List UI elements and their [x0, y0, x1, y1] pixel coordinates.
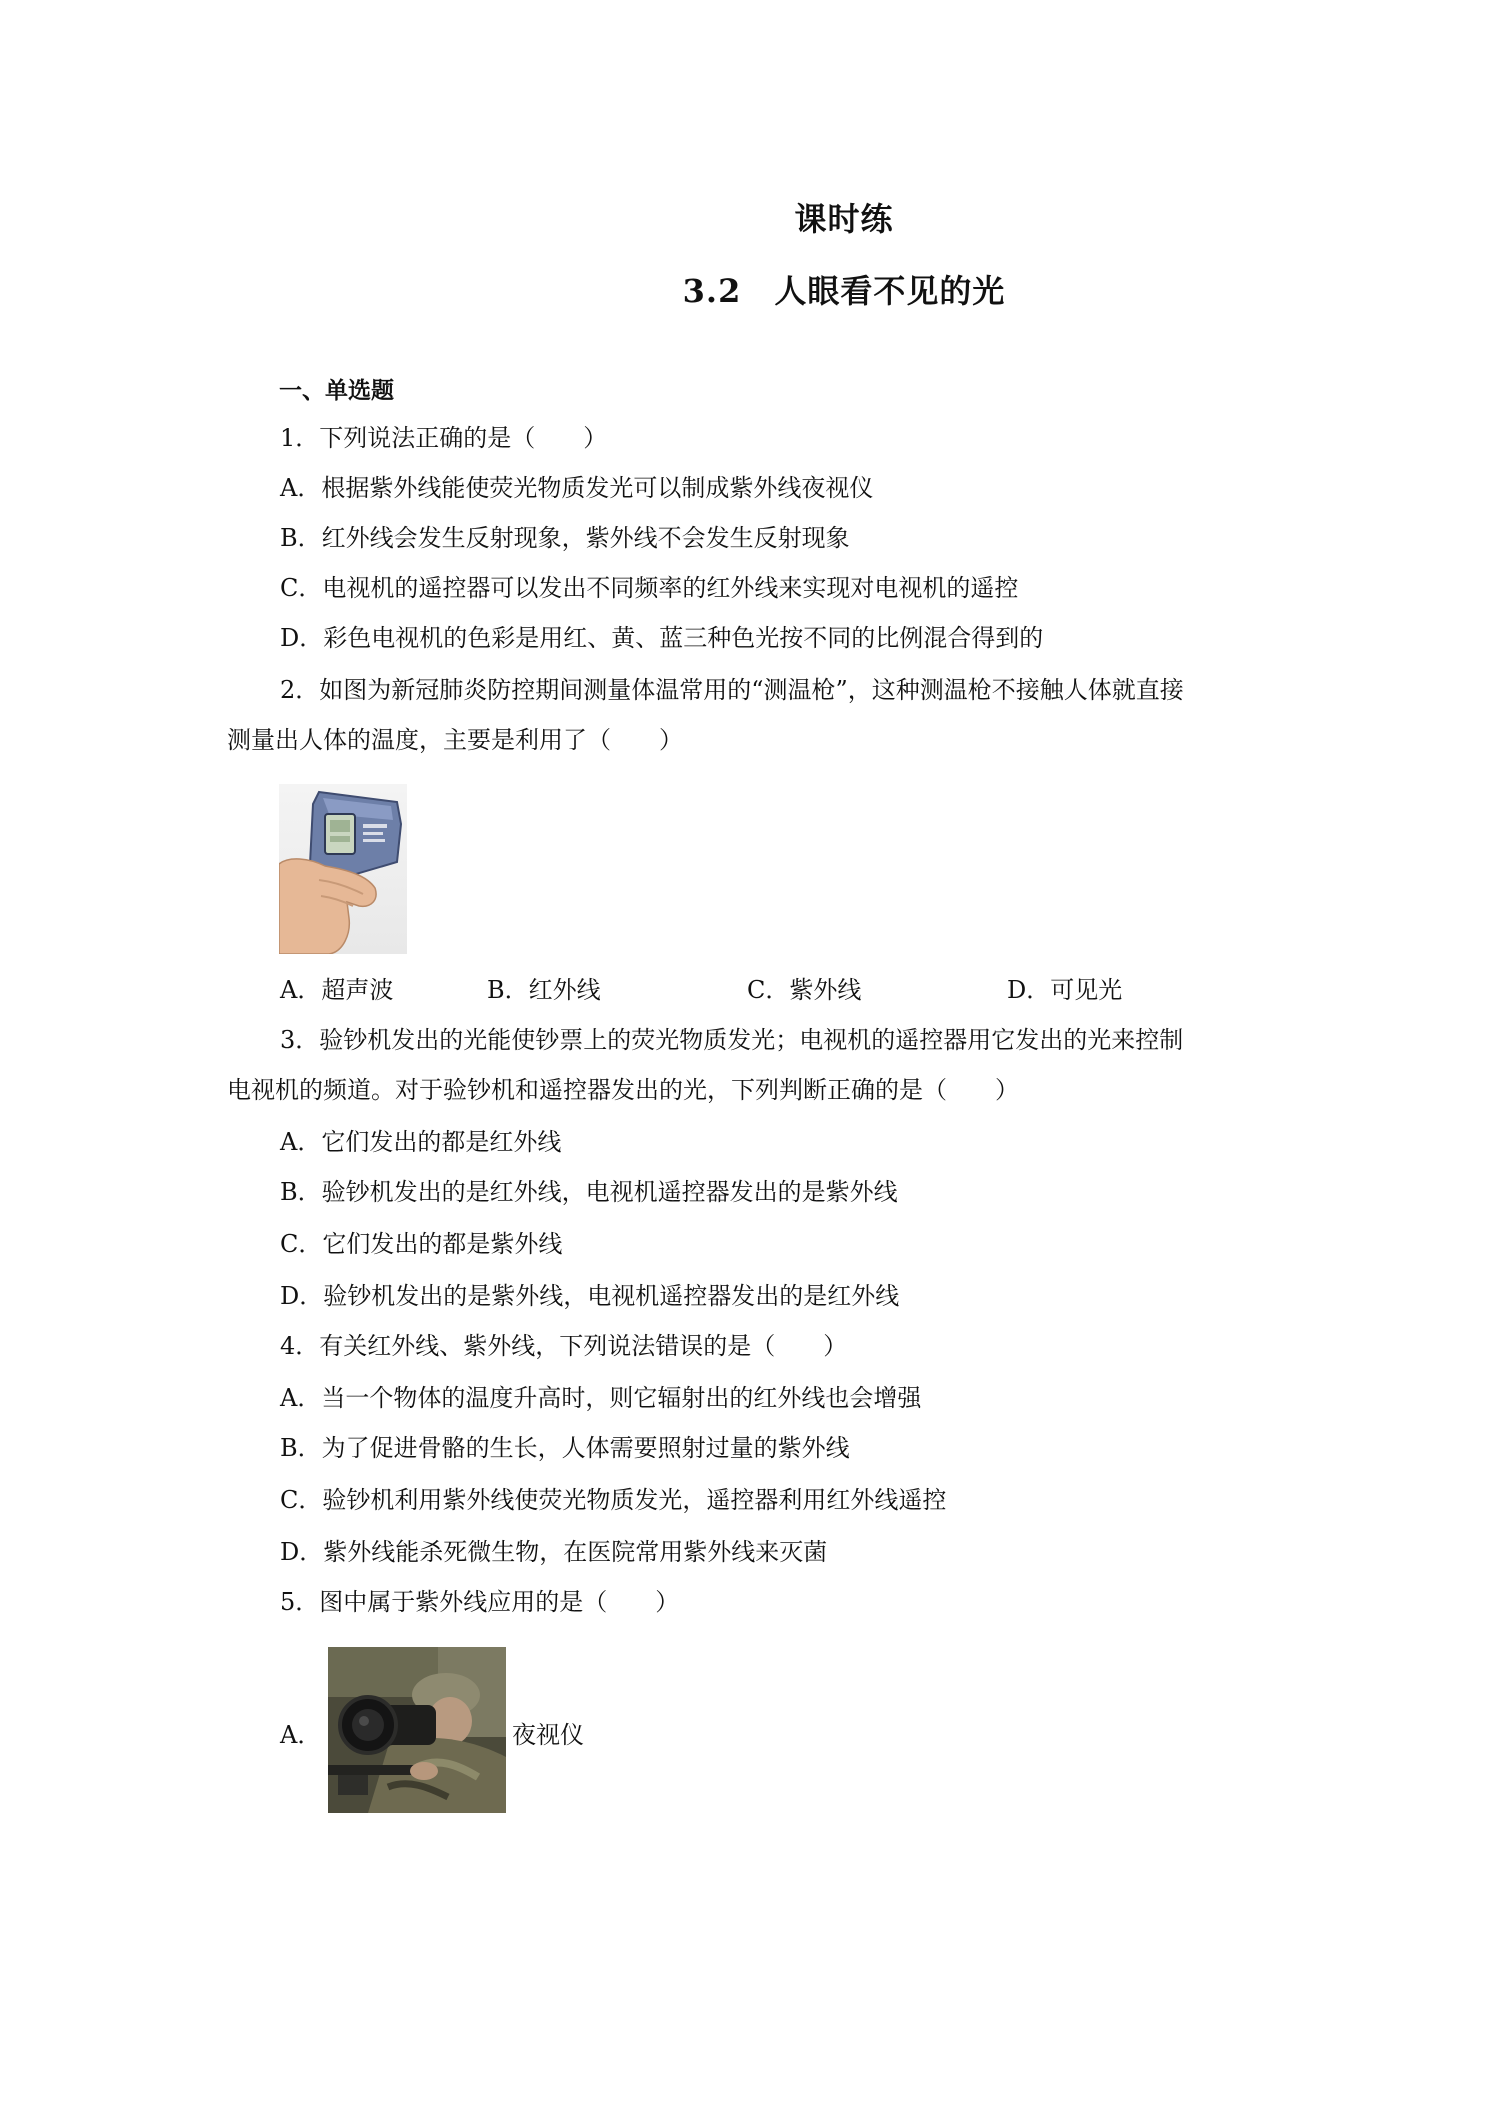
q1-option-b: B．红外线会发生反射现象，紫外线不会发生反射现象 [280, 524, 850, 552]
page-title: 课时练 [794, 200, 894, 238]
q5-option-a-letter: A． [280, 1721, 322, 1749]
q2-stem-line2: 测量出人体的温度，主要是利用了（ ） [227, 726, 683, 754]
q2-option-b: B．红外线 [487, 976, 601, 1004]
q2-option-a: A．超声波 [280, 976, 394, 1004]
night-vision-image [328, 1647, 506, 1813]
q2-option-d: D．可见光 [1007, 976, 1123, 1004]
thermometer-gun-image [279, 784, 407, 954]
q4-option-a: A．当一个物体的温度升高时，则它辐射出的红外线也会增强 [280, 1384, 922, 1412]
section-heading: 一、单选题 [279, 377, 394, 404]
q3-option-a: A．它们发出的都是红外线 [280, 1128, 562, 1156]
q3-option-d: D．验钞机发出的是紫外线，电视机遥控器发出的是红外线 [280, 1282, 900, 1310]
q4-option-b: B．为了促进骨骼的生长，人体需要照射过量的紫外线 [280, 1434, 850, 1462]
q1-stem: 1．下列说法正确的是（ ） [280, 424, 608, 452]
q4-option-d: D．紫外线能杀死微生物，在医院常用紫外线来灭菌 [280, 1538, 828, 1566]
q4-stem: 4．有关红外线、紫外线，下列说法错误的是（ ） [280, 1332, 848, 1360]
q3-option-b: B．验钞机发出的是红外线，电视机遥控器发出的是紫外线 [280, 1178, 898, 1206]
q4-option-c: C．验钞机利用紫外线使荧光物质发光，遥控器利用红外线遥控 [280, 1486, 947, 1514]
q5-stem: 5．图中属于紫外线应用的是（ ） [280, 1588, 680, 1616]
q1-option-d: D．彩色电视机的色彩是用红、黄、蓝三种色光按不同的比例混合得到的 [280, 624, 1044, 652]
q5-option-a-label: 夜视仪 [512, 1721, 584, 1749]
q3-stem-line2: 电视机的频道。对于验钞机和遥控器发出的光，下列判断正确的是（ ） [227, 1076, 1019, 1104]
q3-stem-line1: 3．验钞机发出的光能使钞票上的荧光物质发光；电视机的遥控器用它发出的光来控制 [280, 1026, 1184, 1054]
night-vision-illustration [328, 1647, 506, 1813]
q2-option-c: C．紫外线 [747, 976, 862, 1004]
lesson-title: 3.2 人眼看不见的光 [682, 272, 1006, 310]
thermometer-gun-illustration [279, 784, 407, 954]
q2-stem-line1: 2．如图为新冠肺炎防控期间测量体温常用的“测温枪”，这种测温枪不接触人体就直接 [280, 676, 1184, 704]
q3-option-c: C．它们发出的都是紫外线 [280, 1230, 563, 1258]
q1-option-c: C．电视机的遥控器可以发出不同频率的红外线来实现对电视机的遥控 [280, 574, 1019, 602]
q1-option-a: A．根据紫外线能使荧光物质发光可以制成紫外线夜视仪 [280, 474, 874, 502]
